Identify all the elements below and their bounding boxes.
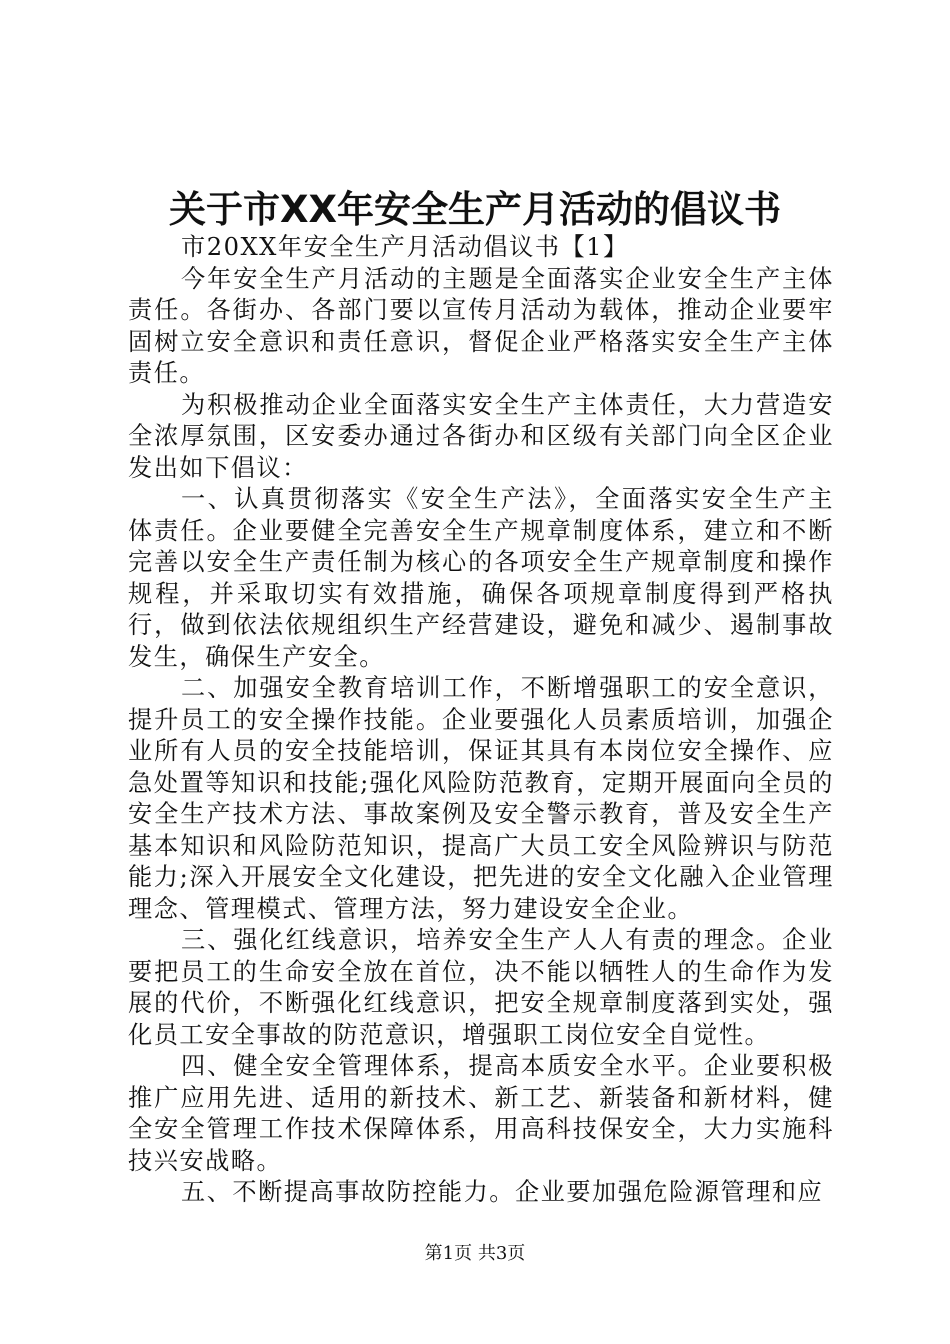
paragraph-item-1: 一、认真贯彻落实《安全生产法》，全面落实安全生产主体责任。企业要健全完善安全生产规章制度体系，建立和不断完善以安全生产责任制为核心的各项安全生产规章制度和操作规程，并采取切实有效措施，确保各项规章制度得到严格执行，做到依法依规组织生产经营建设，避免和减少、遏制事故发生，确保生产安全。 (128, 485, 834, 671)
document-title: 关于市XX年安全生产月活动的倡议书 (168, 188, 782, 231)
paragraph-intro: 今年安全生产月活动的主题是全面落实企业安全生产主体责任。各街办、各部门要以宣传月活动为载体，推动企业要牢固树立安全意识和责任意识，督促企业严格落实安全生产主体责任。 (128, 264, 834, 387)
paragraph-item-2: 二、加强安全教育培训工作，不断增强职工的安全意识，提升员工的安全操作技能。企业要强化人员素质培训，加强企业所有人员的安全技能培训，保证其具有本岗位安全操作、应急处置等知识和技能;强化风险防范教育，定期开展面向全员的安全生产技术方法、事故案例及安全警示教育，普及安全生产基本知识和风险防范知识，提高广大员工安全风险辨识与防范能力;深入开展安全文化建设，把先进的安全文化融入企业管理理念、管理模式、管理方法，努力建设安全企业。 (128, 674, 834, 923)
paragraph-item-4: 四、健全安全管理体系，提高本质安全水平。企业要积极推广应用先进、适用的新技术、新工艺、新装备和新材料，健全安全管理工作技术保障体系，用高科技保安全，大力实施科技兴安战略。 (128, 1052, 834, 1175)
paragraph-proposal: 为积极推动企业全面落实安全生产主体责任，大力营造安全浓厚氛围，区安委办通过各街办和区级有关部门向全区企业发出如下倡议： (128, 390, 834, 482)
paragraph-item-3: 三、强化红线意识，培养安全生产人人有责的理念。企业要把员工的生命安全放在首位，决不能以牺牲人的生命作为发展的代价，不断强化红线意识，把安全规章制度落到实处，强化员工安全事故的防范意识，增强职工岗位安全自觉性。 (128, 926, 834, 1049)
document-body (128, 232, 834, 1209)
paragraph-item-5: 五、不断提高事故防控能力。企业要加强危险源管理和应 (181, 1178, 824, 1206)
document-subtitle: 市20XX年安全生产月活动倡议书【1】 (181, 233, 629, 261)
page-number-footer: 第1页 共3页 (424, 1243, 526, 1264)
